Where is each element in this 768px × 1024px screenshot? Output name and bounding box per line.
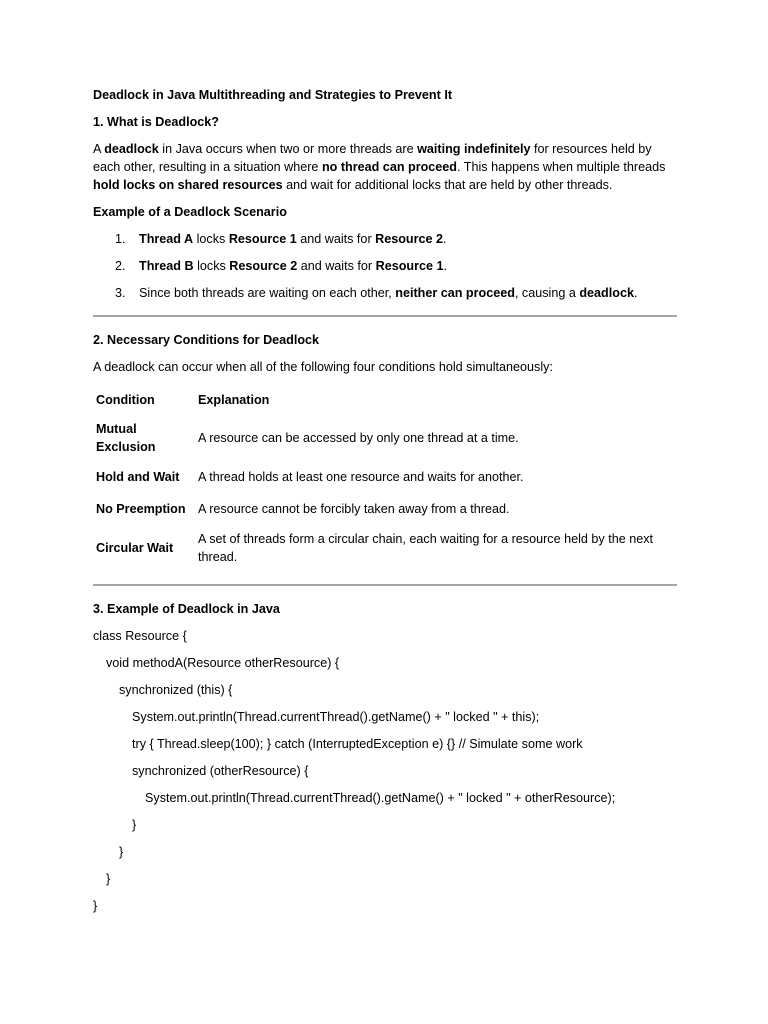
text-run: . This happens when multiple threads bbox=[457, 160, 666, 174]
text-run: and wait for additional locks that are held by other threads. bbox=[282, 178, 613, 192]
code-line: try { Thread.sleep(100); } catch (InterruptedException e) {} // Simulate some work bbox=[132, 737, 583, 751]
list-item bbox=[93, 257, 677, 275]
bold-run: deadlock bbox=[104, 142, 159, 156]
code-line: synchronized (otherResource) { bbox=[132, 764, 309, 778]
section-divider bbox=[93, 584, 677, 586]
table-row bbox=[93, 493, 677, 525]
deadlock-definition-paragraph bbox=[93, 140, 677, 194]
text-run: locks bbox=[193, 259, 230, 273]
explanation-cell: A set of threads form a circular chain, each waiting for a resource held by the next thread. bbox=[198, 532, 654, 564]
document-page bbox=[93, 86, 677, 924]
text-run: . bbox=[443, 259, 448, 273]
code-line: } bbox=[93, 899, 98, 913]
column-header-explanation: Explanation bbox=[198, 393, 270, 407]
list-number: 2. bbox=[115, 259, 126, 273]
list-number: 1. bbox=[115, 232, 126, 246]
code-line: } bbox=[106, 872, 111, 886]
bold-run: Thread A bbox=[139, 232, 194, 246]
conditions-intro: A deadlock can occur when all of the following four conditions hold simultaneously: bbox=[93, 360, 553, 374]
bold-run: Resource 1 bbox=[228, 232, 297, 246]
text-run: in Java occurs when two or more threads are bbox=[158, 142, 418, 156]
section-divider bbox=[93, 315, 677, 317]
code-line: class Resource { bbox=[93, 629, 187, 643]
code-line: void methodA(Resource otherResource) { bbox=[106, 656, 340, 670]
table-header-row bbox=[93, 385, 677, 415]
document-title: Deadlock in Java Multithreading and Strategies to Prevent It bbox=[93, 88, 453, 102]
condition-cell: Mutual Exclusion bbox=[96, 422, 156, 454]
code-line: System.out.println(Thread.currentThread().getName() + " locked " + this); bbox=[132, 710, 540, 724]
bold-run: Resource 2 bbox=[229, 259, 298, 273]
conditions-table bbox=[93, 385, 677, 571]
code-block bbox=[93, 627, 677, 924]
bold-run: Resource 2 bbox=[375, 232, 444, 246]
list-item bbox=[93, 284, 677, 302]
condition-cell: Circular Wait bbox=[96, 541, 174, 555]
table-row bbox=[93, 525, 677, 571]
list-item bbox=[93, 230, 677, 248]
code-line: } bbox=[119, 845, 124, 859]
text-run: and waits for bbox=[296, 232, 376, 246]
example-scenario-heading: Example of a Deadlock Scenario bbox=[93, 205, 287, 219]
bold-run: Thread B bbox=[139, 259, 194, 273]
list-number: 3. bbox=[115, 286, 126, 300]
code-line: synchronized (this) { bbox=[119, 683, 233, 697]
text-run: A bbox=[93, 142, 105, 156]
text-run: for resources held by each other, resulting in a situation where bbox=[93, 142, 652, 174]
text-run: locks bbox=[193, 232, 229, 246]
explanation-cell: A resource can be accessed by only one thread at a time. bbox=[198, 431, 519, 445]
scenario-list bbox=[93, 230, 677, 302]
bold-run: Resource 1 bbox=[375, 259, 444, 273]
explanation-cell: A resource cannot be forcibly taken away from a thread. bbox=[198, 502, 510, 516]
text-run: . bbox=[633, 286, 638, 300]
code-line: System.out.println(Thread.currentThread().getName() + " locked " + otherResource); bbox=[145, 791, 616, 805]
bold-run: waiting indefinitely bbox=[417, 142, 531, 156]
table-row bbox=[93, 415, 677, 461]
text-run: and waits for bbox=[297, 259, 376, 273]
bold-run: deadlock bbox=[579, 286, 634, 300]
text-run: , causing a bbox=[514, 286, 580, 300]
bold-run: no thread can proceed bbox=[321, 160, 458, 174]
section-2-heading: 2. Necessary Conditions for Deadlock bbox=[93, 333, 320, 347]
column-header-condition: Condition bbox=[96, 393, 155, 407]
text-run: . bbox=[443, 232, 447, 246]
code-line: } bbox=[132, 818, 137, 832]
condition-cell: No Preemption bbox=[96, 502, 186, 516]
section-1-heading: 1. What is Deadlock? bbox=[93, 115, 219, 129]
explanation-cell: A thread holds at least one resource and waits for another. bbox=[198, 470, 524, 484]
section-3-heading: 3. Example of Deadlock in Java bbox=[93, 602, 280, 616]
bold-run: hold locks on shared resources bbox=[93, 178, 283, 192]
table-row bbox=[93, 461, 677, 493]
condition-cell: Hold and Wait bbox=[96, 470, 180, 484]
bold-run: neither can proceed bbox=[395, 286, 515, 300]
text-run: Since both threads are waiting on each other, bbox=[139, 286, 396, 300]
